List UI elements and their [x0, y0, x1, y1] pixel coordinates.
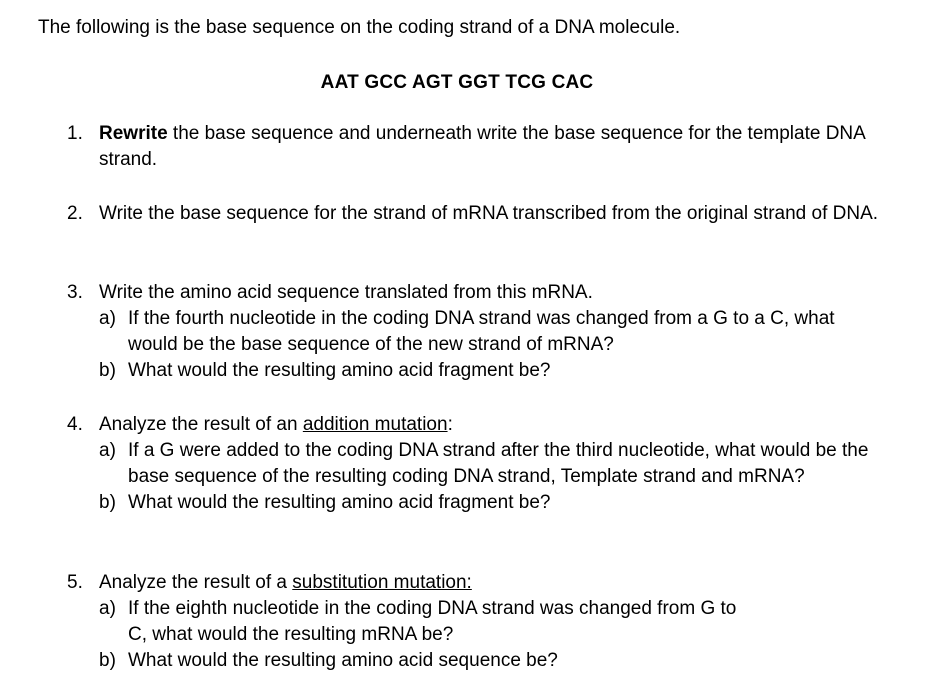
subquestion-label: b) — [99, 650, 116, 671]
subquestion-text: If a G were added to the coding DNA strand after the third nucleotide, what would be the base sequence of the resulting coding DNA strand, Template strand and mRNA? — [128, 440, 869, 487]
subquestion-5b — [99, 648, 887, 674]
subquestion-4b — [99, 490, 887, 516]
subquestion-label: b) — [99, 360, 116, 381]
question-text: Analyze the result of an addition mutation: — [99, 414, 453, 435]
subquestion-text: If the fourth nucleotide in the coding DNA strand was changed from a G to a C, what would be the base sequence of the new strand of mRNA? — [128, 308, 835, 355]
question-text: Write the amino acid sequence translated from this mRNA. — [99, 282, 593, 303]
question-keyword: Rewrite — [99, 123, 168, 144]
subquestion-text: What would the resulting amino acid sequence be? — [128, 650, 558, 671]
subquestion-label: a) — [99, 440, 116, 461]
mutation-term: substitution mutation: — [292, 572, 472, 593]
question-text: Analyze the result of a substitution mutation: — [99, 572, 472, 593]
subquestion-label: a) — [99, 308, 116, 329]
question-5 — [67, 570, 887, 674]
subquestion-text: What would the resulting amino acid fragment be? — [128, 360, 551, 381]
subquestion-text: What would the resulting amino acid fragment be? — [128, 492, 551, 513]
dna-sequence: AAT GCC AGT GGT TCG CAC — [320, 72, 594, 93]
subquestion-3a — [99, 306, 887, 358]
mutation-term: addition mutation — [302, 414, 448, 435]
subquestion-label: b) — [99, 492, 116, 513]
subquestion-text: If the eighth nucleotide in the coding DNA strand was changed from G to C, what would the resulting mRNA be? — [128, 598, 737, 645]
subquestion-5a — [99, 596, 739, 648]
subquestion-label: a) — [99, 598, 116, 619]
question-number: 5. — [67, 572, 83, 593]
subquestion-4a — [99, 438, 887, 490]
question-number: 3. — [67, 282, 83, 303]
question-number: 4. — [67, 414, 83, 435]
intro-text: The following is the base sequence on the coding strand of a DNA molecule. — [38, 17, 681, 38]
subquestion-3b — [99, 358, 887, 384]
question-number: 2. — [67, 203, 83, 224]
question-2 — [67, 201, 887, 227]
question-1 — [67, 121, 887, 173]
question-text: Write the base sequence for the strand of mRNA transcribed from the original strand of DNA. — [99, 203, 879, 224]
question-number: 1. — [67, 123, 83, 144]
question-3 — [67, 280, 887, 384]
question-text: Rewrite the base sequence and underneath write the base sequence for the template DNA strand. — [99, 123, 865, 170]
question-4 — [67, 412, 887, 516]
